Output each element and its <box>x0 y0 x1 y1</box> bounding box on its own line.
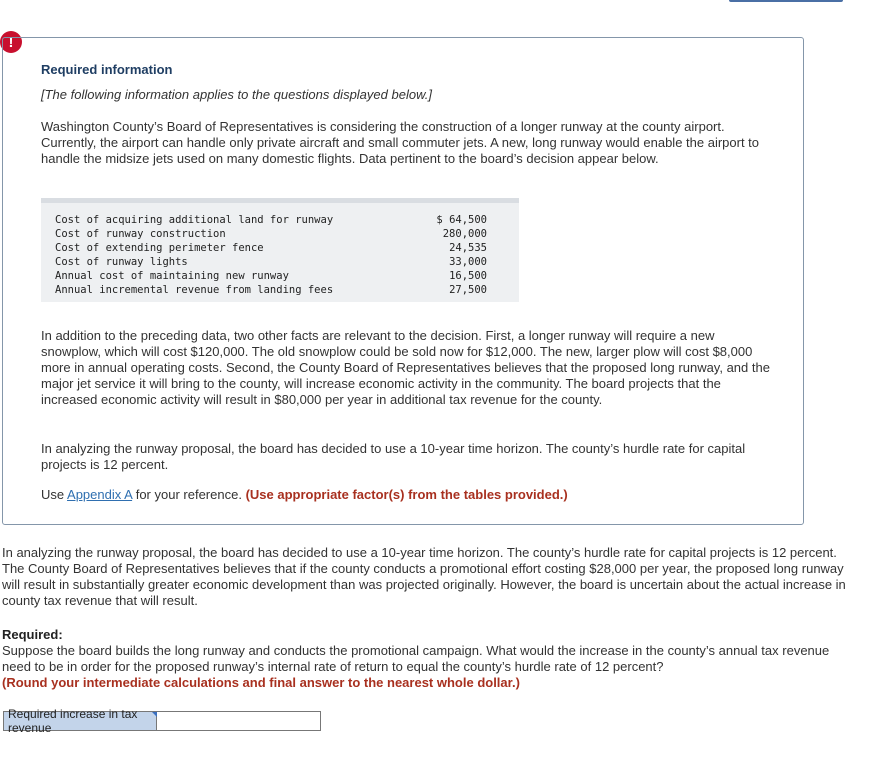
horizon-paragraph: In analyzing the runway proposal, the board has decided to use a 10-year time horizon. The county’s hurdle rate for capital projects is 12 percent. <box>41 441 746 472</box>
table-row <box>55 255 487 269</box>
required-information-box <box>2 37 804 525</box>
table-row <box>55 283 487 297</box>
table-row <box>55 213 487 227</box>
row-value: 27,500 <box>449 284 487 296</box>
row-label: Annual cost of maintaining new runway <box>55 270 289 282</box>
row-value: 16,500 <box>449 270 487 282</box>
ref-prefix: Use <box>41 487 65 502</box>
answer-label <box>4 707 156 735</box>
table-row <box>55 241 487 255</box>
table-row <box>55 227 487 241</box>
round-note: (Round your intermediate calculations and final answer to the nearest whole dollar.) <box>2 675 520 690</box>
row-label: Cost of acquiring additional land for runway <box>55 214 334 226</box>
data-table <box>41 198 519 302</box>
required-section <box>2 627 852 691</box>
row-value: 24,535 <box>449 242 487 254</box>
table-row <box>55 269 487 283</box>
alert-icon: ! <box>0 31 22 53</box>
row-label: Annual incremental revenue from landing fees <box>55 284 334 296</box>
answer-row <box>3 707 321 735</box>
top-tab-indicator <box>729 0 843 2</box>
required-label: Required: <box>2 627 63 642</box>
row-label: Cost of runway construction <box>55 228 226 240</box>
info-subtitle: [The following information applies to the questions displayed below.] <box>41 87 432 102</box>
required-text: Suppose the board builds the long runway and conducts the promotional campaign. What would the increase in the county’s annual tax revenue need to be in order for the proposed runway’s internal rate of return to equal the county’s hurdle rate of 12 percent? <box>2 643 830 674</box>
answer-label-text: Required increase in tax revenue <box>8 707 138 735</box>
info-title: Required information <box>41 62 173 77</box>
additional-facts-paragraph: In addition to the preceding data, two other facts are relevant to the decision. First, a longer runway will require a new snowplow, which will cost $120,000. The old snowplow could be sold now for $12,000. The new, larger plow will cost $8,000 more in annual operating costs. Second, the County Board of Representatives believes that the proposed long runway, and the major jet service it will bring to the county, will increase economic activity in the community. The board projects that the increased economic activity will result in $80,000 per year in additional tax revenue for the county. <box>41 328 770 407</box>
row-label: Cost of runway lights <box>55 256 188 268</box>
row-value: $ 64,500 <box>436 214 487 226</box>
row-value: 33,000 <box>449 256 487 268</box>
tax-revenue-input[interactable] <box>156 712 320 730</box>
reference-line <box>41 487 568 502</box>
appendix-a-link[interactable]: Appendix A <box>67 487 133 502</box>
row-label: Cost of extending perimeter fence <box>55 242 264 254</box>
row-value: 280,000 <box>442 228 487 240</box>
corner-marker-icon <box>152 712 157 717</box>
ref-mid: for your reference. <box>135 487 242 502</box>
scenario-paragraph: In analyzing the runway proposal, the board has decided to use a 10-year time horizon. The county’s hurdle rate for capital projects is 12 percent. The County Board of Representatives believes that if the county conducts a promotional effort costing $28,000 per year, the proposed long runway will result in substantially greater economic development than was projected originally. However, the board is uncertain about the actual increase in county tax revenue that will result. <box>2 545 846 608</box>
intro-paragraph: Washington County’s Board of Representatives is considering the construction of a longer runway at the county airport. Currently, the airport can handle only private aircraft and small commuter jets. A new, long runway would enable the airport to handle the midsize jets used on many domestic flights. Data pertinent to the board’s decision appear below. <box>41 119 760 166</box>
ref-instruction: (Use appropriate factor(s) from the tables provided.) <box>245 487 568 502</box>
